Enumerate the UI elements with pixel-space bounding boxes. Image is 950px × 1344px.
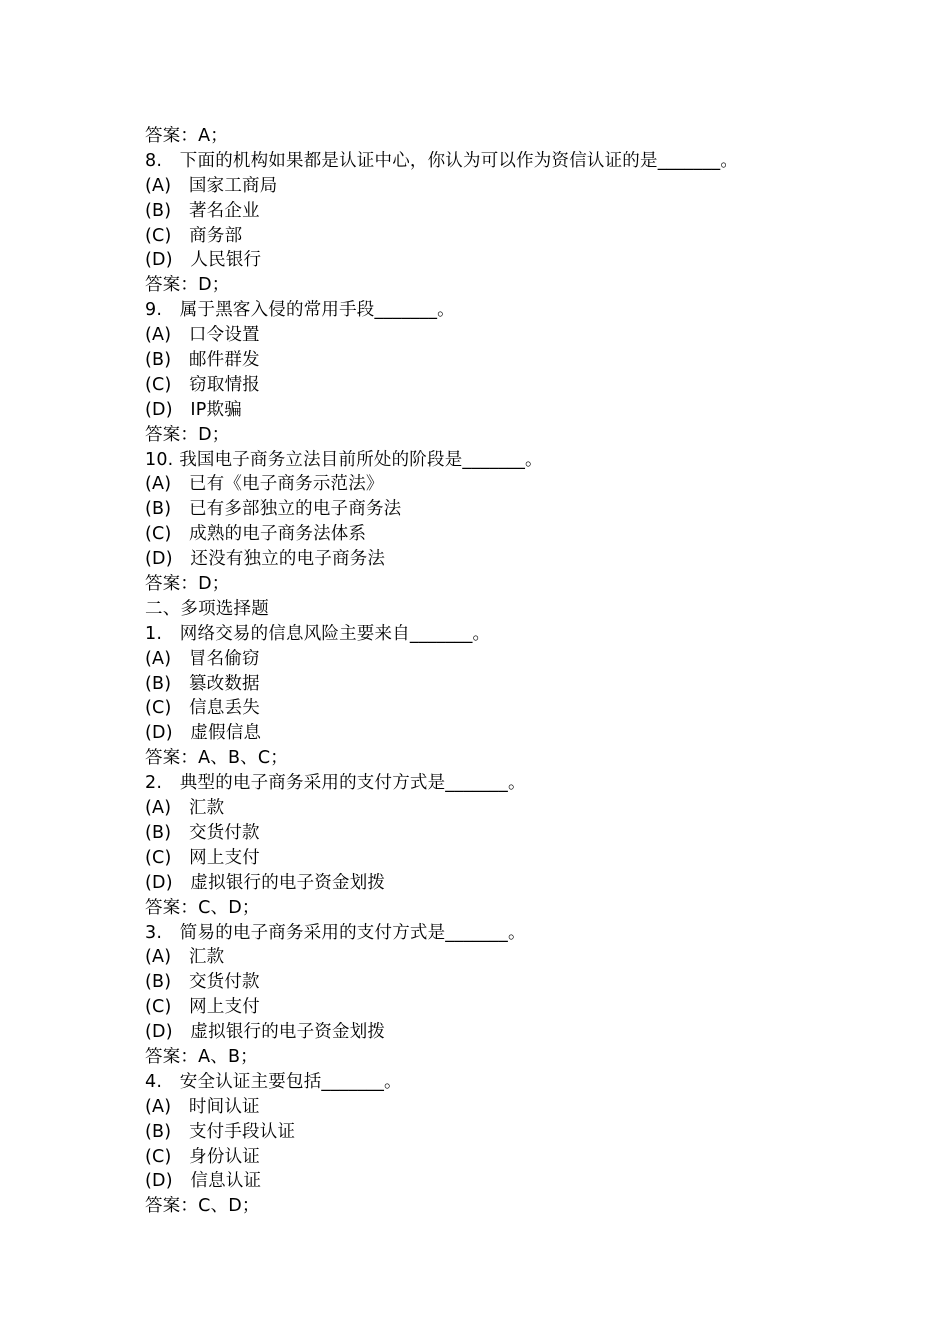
answer-line: 答案：A、B； (145, 1046, 258, 1067)
option-line: (C) 网上支付 (145, 997, 260, 1018)
answer-line: 答案：D； (145, 574, 230, 595)
option-line: (C) 成熟的电子商务法体系 (145, 524, 367, 545)
document-page (145, 124, 925, 1219)
option-line: (C) 窃取情报 (145, 374, 260, 395)
question-4: 4. 安全认证主要包括_______。 (145, 1071, 402, 1092)
option-line: (A) 口令设置 (145, 325, 260, 346)
question-8: 8. 下面的机构如果都是认证中心，你认为可以作为资信认证的是_______。 (145, 150, 739, 171)
option-line: (B) 交货付款 (145, 822, 260, 843)
option-line: (C) 信息丢失 (145, 698, 260, 719)
question-2: 2. 典型的电子商务采用的支付方式是_______。 (145, 773, 526, 794)
option-line: (D) IP欺骗 (145, 399, 242, 420)
option-line: (A) 已有《电子商务示范法》 (145, 474, 384, 495)
option-line: (B) 邮件群发 (145, 350, 260, 371)
option-line: (B) 已有多部独立的电子商务法 (145, 499, 402, 520)
option-line: (C) 网上支付 (145, 847, 260, 868)
option-line: (B) 交货付款 (145, 972, 260, 993)
option-line: (A) 国家工商局 (145, 175, 278, 196)
answer-line: 答案：C、D； (145, 1196, 260, 1217)
option-line: (A) 时间认证 (145, 1096, 260, 1117)
option-line: (D) 虚拟银行的电子资金划拨 (145, 1022, 386, 1043)
option-line: (D) 虚假信息 (145, 723, 262, 744)
answer-line: 答案：D； (145, 424, 230, 445)
option-line: (B) 著名企业 (145, 200, 260, 221)
option-line: (C) 身份认证 (145, 1146, 260, 1167)
option-line: (A) 汇款 (145, 798, 225, 819)
option-line: (D) 信息认证 (145, 1171, 262, 1192)
option-line: (D) 虚拟银行的电子资金划拨 (145, 872, 386, 893)
answer-line: 答案：A、B、C； (145, 748, 288, 769)
question-1: 1. 网络交易的信息风险主要来自_______。 (145, 623, 491, 644)
question-3: 3. 简易的电子商务采用的支付方式是_______。 (145, 922, 526, 943)
option-line: (A) 冒名偷窃 (145, 648, 260, 669)
option-line: (B) 支付手段认证 (145, 1121, 296, 1142)
section-heading: 二、多项选择题 (145, 598, 269, 619)
answer-line: 答案：C、D； (145, 897, 260, 918)
option-line: (D) 还没有独立的电子商务法 (145, 549, 386, 570)
question-9: 9. 属于黑客入侵的常用手段_______。 (145, 300, 455, 321)
question-10: 10. 我国电子商务立法目前所处的阶段是_______。 (145, 449, 543, 470)
option-line: (D) 人民银行 (145, 250, 262, 271)
answer-line: 答案：A； (145, 126, 228, 146)
option-line: (B) 篡改数据 (145, 673, 260, 694)
answer-line: 答案：D； (145, 275, 230, 296)
option-line: (C) 商务部 (145, 225, 243, 246)
option-line: (A) 汇款 (145, 947, 225, 968)
